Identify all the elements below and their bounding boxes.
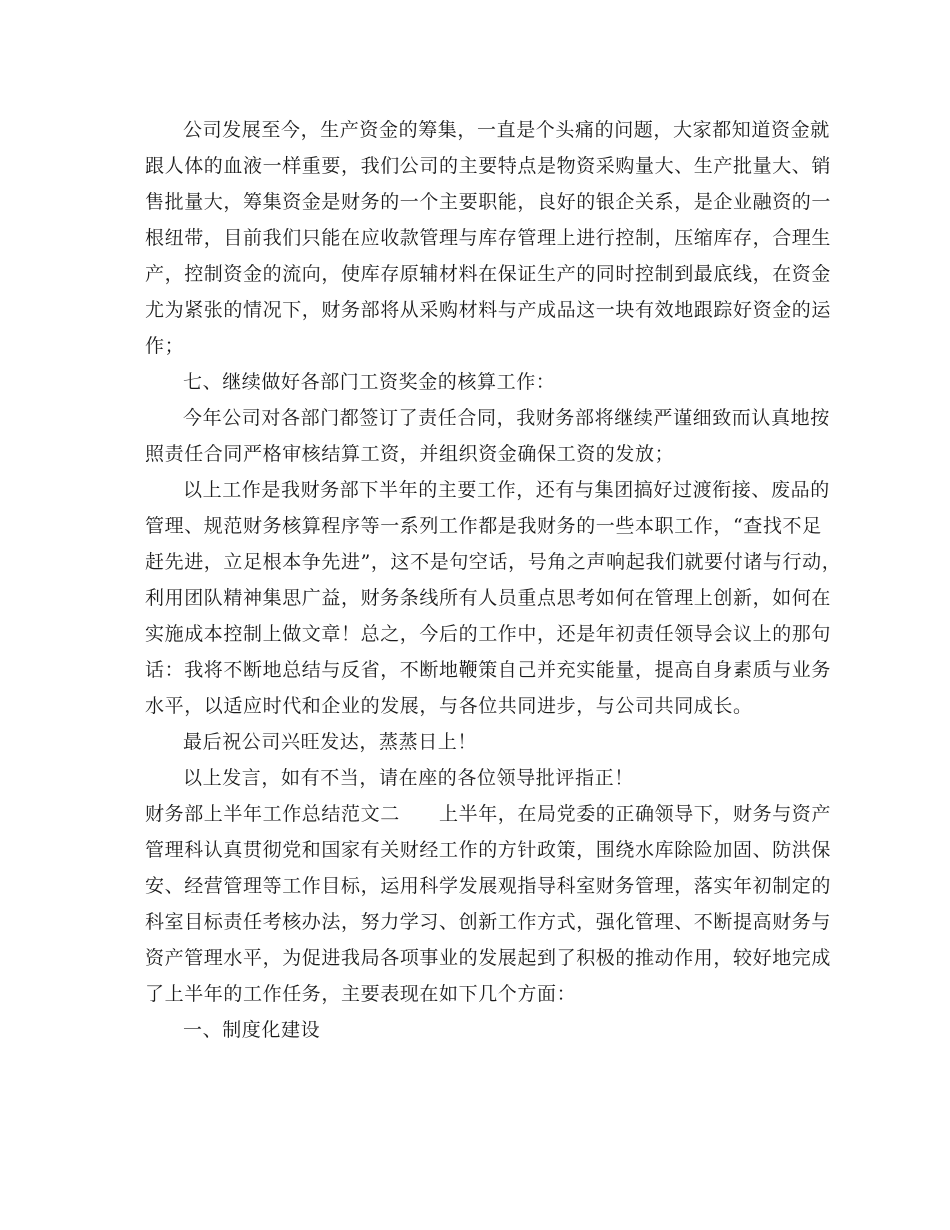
text-line: 水平，以适应时代和企业的发展，与各位共同进步，与公司共同成长。 xyxy=(145,695,753,717)
text-line: 照责任合同严格审核结算工资，并组织资金确保工资的发放； xyxy=(145,443,675,465)
text-line: 以上工作是我财务部下半年的主要工作，还有与集团搞好过渡衔接、废品的 xyxy=(183,479,830,501)
text-line: 实施成本控制上做文章！总之，今后的工作中，还是年初责任领导会议上的那句 xyxy=(145,623,832,645)
text-line: 跟人体的血液一样重要，我们公司的主要特点是物资采购量大、生产批量大、销 xyxy=(145,155,832,177)
text-line: 公司发展至今，生产资金的筹集，一直是个头痛的问题，大家都知道资金就 xyxy=(183,119,830,141)
text-line: 今年公司对各部门都签订了责任合同，我财务部将继续严谨细致而认真地按 xyxy=(183,407,830,429)
text-line: 售批量大，筹集资金是财务的一个主要职能，良好的银企关系，是企业融资的一 xyxy=(145,191,832,213)
text-line: 资产管理水平，为促进我局各项事业的发展起到了积极的推动作用，较好地完成 xyxy=(145,947,832,969)
text-line: 财务部上半年工作总结范文二 上半年，在局党委的正确领导下，财务与资产 xyxy=(145,803,832,825)
text-line: 尤为紧张的情况下，财务部将从采购材料与产成品这一块有效地跟踪好资金的运 xyxy=(145,299,832,321)
text-line: 管理、规范财务核算程序等一系列工作都是我财务的一些本职工作，“查找不足 xyxy=(145,515,822,537)
text-line: 安、经营管理等工作目标，运用科学发展观指导科室财务管理，落实年初制定的 xyxy=(145,875,832,897)
text-line: 根纽带，目前我们只能在应收款管理与库存管理上进行控制，压缩库存，合理生 xyxy=(145,227,832,249)
text-line: 了上半年的工作任务，主要表现在如下几个方面： xyxy=(145,983,577,1005)
text-line: 话：我将不断地总结与反省，不断地鞭策自己并充实能量，提高自身素质与业务 xyxy=(145,659,832,681)
section-heading: 七、继续做好各部门工资奖金的核算工作： xyxy=(183,371,556,393)
text-line: 管理科认真贯彻党和国家有关财经工作的方针政策，围绕水库除险加固、防洪保 xyxy=(145,839,832,861)
section-heading: 一、制度化建设 xyxy=(183,1019,321,1041)
text-line: 科室目标责任考核办法，努力学习、创新工作方式，强化管理、不断提高财务与 xyxy=(145,911,832,933)
text-line: 作； xyxy=(145,335,185,357)
text-line: 赶先进，立足根本争先进”，这不是句空话，号角之声响起我们就要付诸与行动， xyxy=(145,551,842,573)
text-line: 以上发言，如有不当，请在座的各位领导批评指正！ xyxy=(183,767,634,789)
text-line: 利用团队精神集思广益，财务条线所有人员重点思考如何在管理上创新，如何在 xyxy=(145,587,832,609)
text-line: 最后祝公司兴旺发达，蒸蒸日上！ xyxy=(183,731,478,753)
text-line: 产，控制资金的流向，使库存原辅材料在保证生产的同时控制到最底线，在资金 xyxy=(145,263,832,285)
